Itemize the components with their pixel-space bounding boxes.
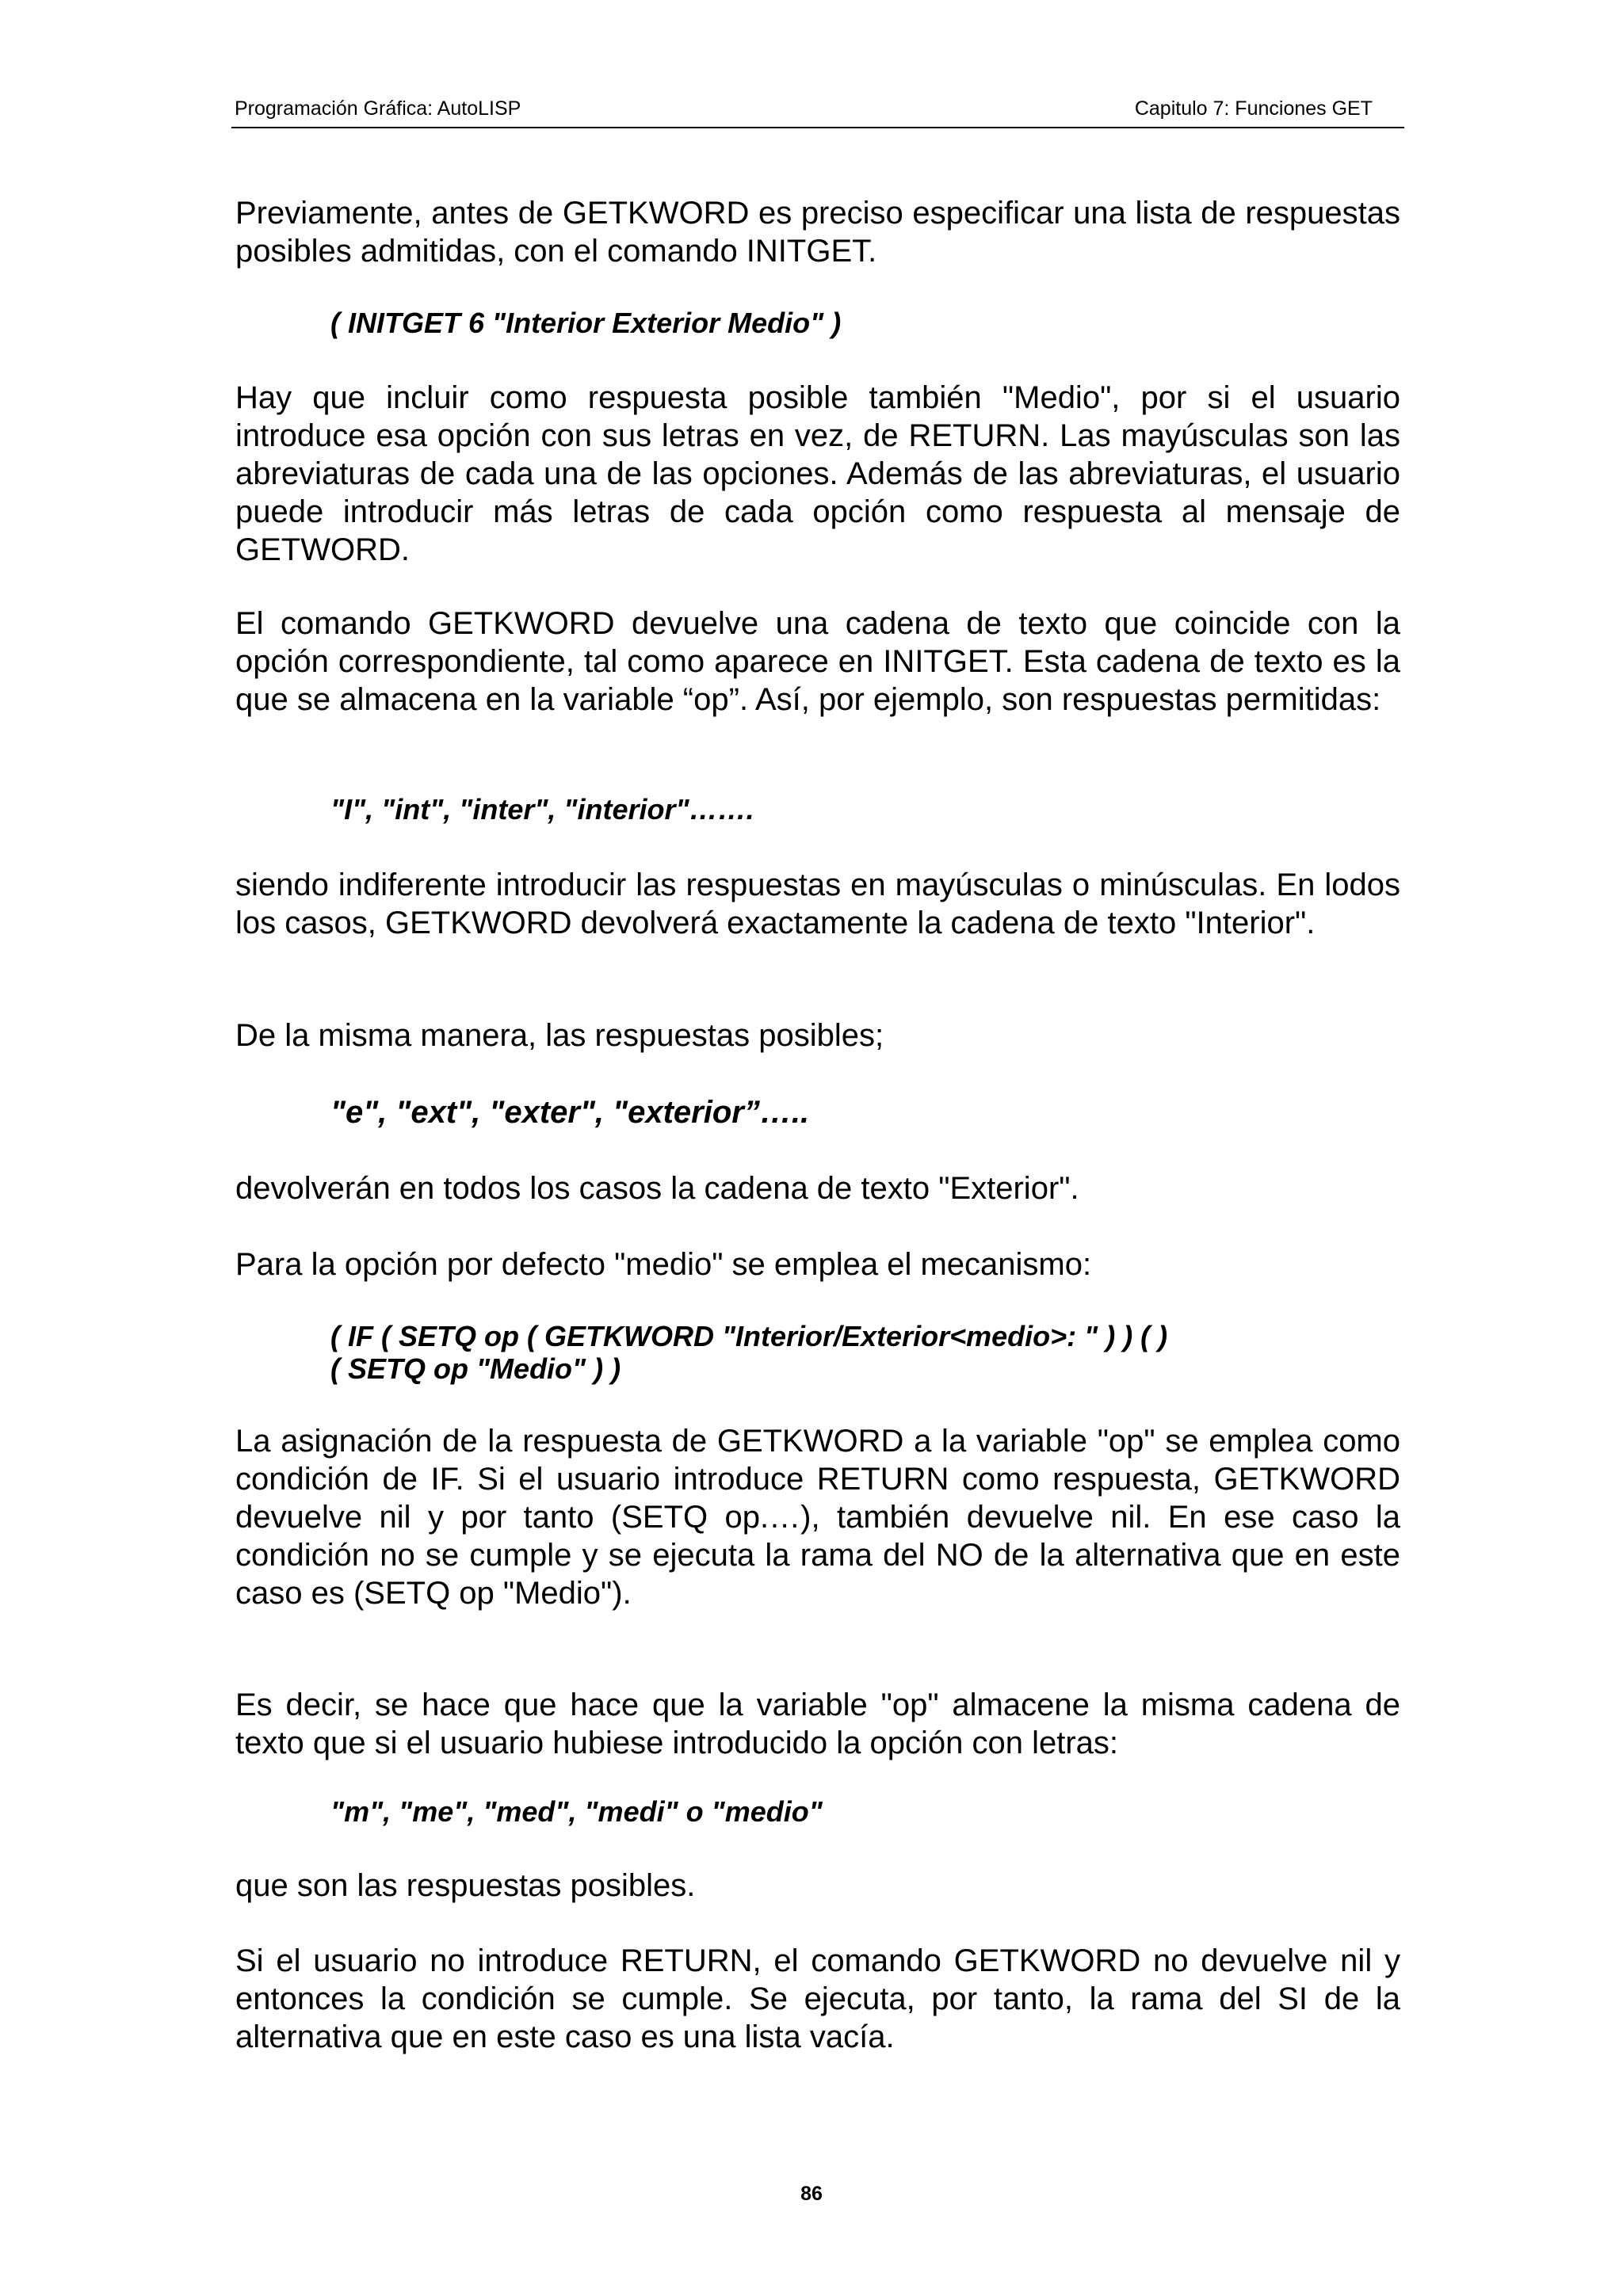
paragraph-assignment-condition: La asignación de la respuesta de GETKWORD a la variable "op" se emplea como condición de IF. Si el usuario introduce RETURN como respuesta, GETKWORD devuelve nil y por tanto (SETQ op.…), también devuelve nil. En ese caso la condición no se cumple y se ejecuta la rama del NO de la alternativa que en este caso es (SETQ op "Medio").: [235, 1424, 1400, 1611]
code-if-setq-line2: ( SETQ op "Medio" ) ): [330, 1352, 621, 1385]
paragraph-return-not-entered: Si el usuario no introduce RETURN, el comando GETKWORD no devuelve nil y entonces la condición se cumple. Se ejecuta, por tanto, la rama del SI de la alternativa que en este caso es una lista vacía.: [235, 1943, 1400, 2054]
paragraph-initget-intro: Previamente, antes de GETKWORD es preciso especificar una lista de respuestas posibles admitidas, con el comando INITGET.: [235, 196, 1400, 269]
header-chapter-title: Capitulo 7: Funciones GET: [1134, 97, 1373, 120]
code-if-setq-line1: ( IF ( SETQ op ( GETKWORD "Interior/Exterior<medio>: " ) ) ( ): [330, 1320, 1168, 1352]
paragraph-possible-responses: que son las respuestas posibles.: [235, 1868, 696, 1903]
paragraph-exterior-result: devolverán en todos los casos la cadena de texto "Exterior".: [235, 1171, 1079, 1206]
code-initget: ( INITGET 6 "Interior Exterior Medio" ): [330, 307, 842, 339]
paragraph-case-insensitive: siendo indiferente introducir las respuestas en mayúsculas o minúsculas. En lodos los casos, GETKWORD devolverá exactamente la cadena de texto "Interior".: [235, 868, 1400, 940]
paragraph-getkword-returns: El comando GETKWORD devuelve una cadena de texto que coincide con la opción correspondiente, tal como aparece en INITGET. Esta cadena de texto es la que se almacena en la variable “op”. Así, por ejemplo, son respuestas permitidas:: [235, 606, 1400, 717]
paragraph-es-decir: Es decir, se hace que hace que la variable "op" almacene la misma cadena de texto que si el usuario hubiese introducido la opción con letras:: [235, 1688, 1400, 1760]
code-interior-responses: "I", "int", "inter", "interior"…….: [330, 793, 754, 826]
code-exterior-responses: "e", "ext", "exter", "exterior”…..: [330, 1095, 810, 1130]
header-book-title: Programación Gráfica: AutoLISP: [235, 97, 521, 120]
code-medio-responses: "m", "me", "med", "medi" o "medio": [330, 1795, 823, 1828]
paragraph-medio-option: Hay que incluir como respuesta posible también "Medio", por si el usuario introduce esa opción con sus letras en vez, de RETURN. Las mayúsculas son las abreviaturas de cada una de las opciones. Además de las abreviaturas, el usuario puede introducir más letras de cada opción como respuesta al mensaje de GETWORD.: [235, 380, 1400, 567]
page-header: [231, 97, 1404, 128]
paragraph-default-option: Para la opción por defecto "medio" se emplea el mecanismo:: [235, 1247, 1092, 1282]
page-number: 86: [800, 2183, 823, 2205]
paragraph-same-way: De la misma manera, las respuestas posibles;: [235, 1018, 884, 1053]
